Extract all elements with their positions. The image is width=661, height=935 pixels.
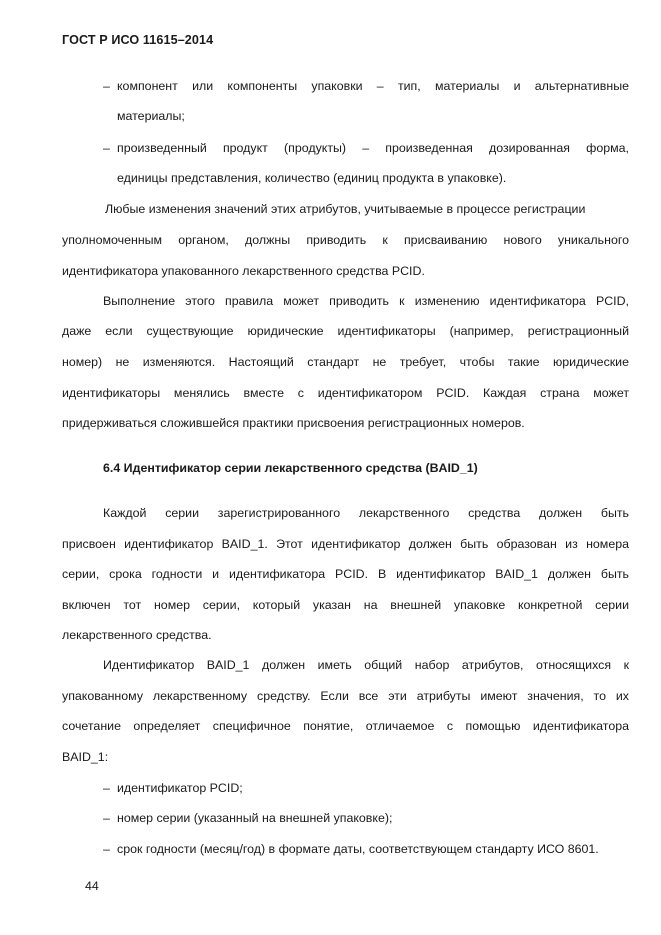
list-dash: –	[103, 781, 110, 795]
paragraph-line: Любые изменения значений этих атрибутов, учитываемые в процессе регистрации	[105, 202, 586, 216]
paragraph-line: присвоен идентификатор BAID_1. Этот идентификатор должен быть образован из номера	[62, 537, 629, 551]
list-item-line: единицы представления, количество (единиц продукта в упаковке).	[117, 171, 507, 185]
document-header: ГОСТ Р ИСО 11615–2014	[62, 33, 214, 47]
paragraph-line: Выполнение этого правила может приводить к изменению идентификатора PCID,	[103, 294, 629, 308]
paragraph-line: серии, срока годности и идентификатора PCID. В идентификатор BAID_1 должен быть	[62, 567, 629, 581]
paragraph-line: включен тот номер серии, который указан на внешней упаковке конкретной серии	[62, 598, 629, 612]
page-number: 44	[85, 879, 99, 893]
list-item-line: компонент или компоненты упаковки – тип, материалы и альтернативные	[117, 79, 629, 93]
section-heading: 6.4 Идентификатор серии лекарственного средства (BAID_1)	[103, 461, 478, 475]
list-item-line: материалы;	[117, 109, 185, 123]
paragraph-line: идентификаторы менялись вместе с идентификатором PCID. Каждая страна может	[62, 386, 629, 400]
list-dash: –	[103, 79, 110, 93]
paragraph-line: даже если существующие юридические идентификаторы (например, регистрационный	[62, 324, 629, 338]
paragraph-line: придерживаться сложившейся практики присвоения регистрационных номеров.	[62, 416, 525, 430]
list-item: номер серии (указанный на внешней упаковке);	[117, 811, 393, 825]
list-dash: –	[103, 141, 110, 155]
paragraph-line: Каждой серии зарегистрированного лекарственного средства должен быть	[103, 506, 629, 520]
paragraph-line: номер) не изменяются. Настоящий стандарт не требует, чтобы такие юридические	[62, 355, 629, 369]
list-item: идентификатор PCID;	[117, 781, 243, 795]
paragraph-line: Идентификатор BAID_1 должен иметь общий набор атрибутов, относящихся к	[103, 658, 629, 672]
list-dash: –	[103, 811, 110, 825]
paragraph-line: лекарственного средства.	[62, 628, 212, 642]
list-item-line: произведенный продукт (продукты) – произведенная дозированная форма,	[117, 141, 629, 155]
list-item: срок годности (месяц/год) в формате даты, соответствующем стандарту ИСО 8601.	[117, 842, 599, 856]
paragraph-line: BAID_1:	[62, 750, 109, 764]
paragraph-line: уполномоченным органом, должны приводить к присваиванию нового уникального	[62, 233, 629, 247]
paragraph-line: идентификатора упакованного лекарственного средства PCID.	[62, 264, 425, 278]
list-dash: –	[103, 842, 110, 856]
paragraph-line: упакованному лекарственному средству. Если все эти атрибуты имеют значения, то их	[62, 689, 629, 703]
paragraph-line: сочетание определяет специфичное понятие, отличаемое с помощью идентификатора	[62, 719, 629, 733]
